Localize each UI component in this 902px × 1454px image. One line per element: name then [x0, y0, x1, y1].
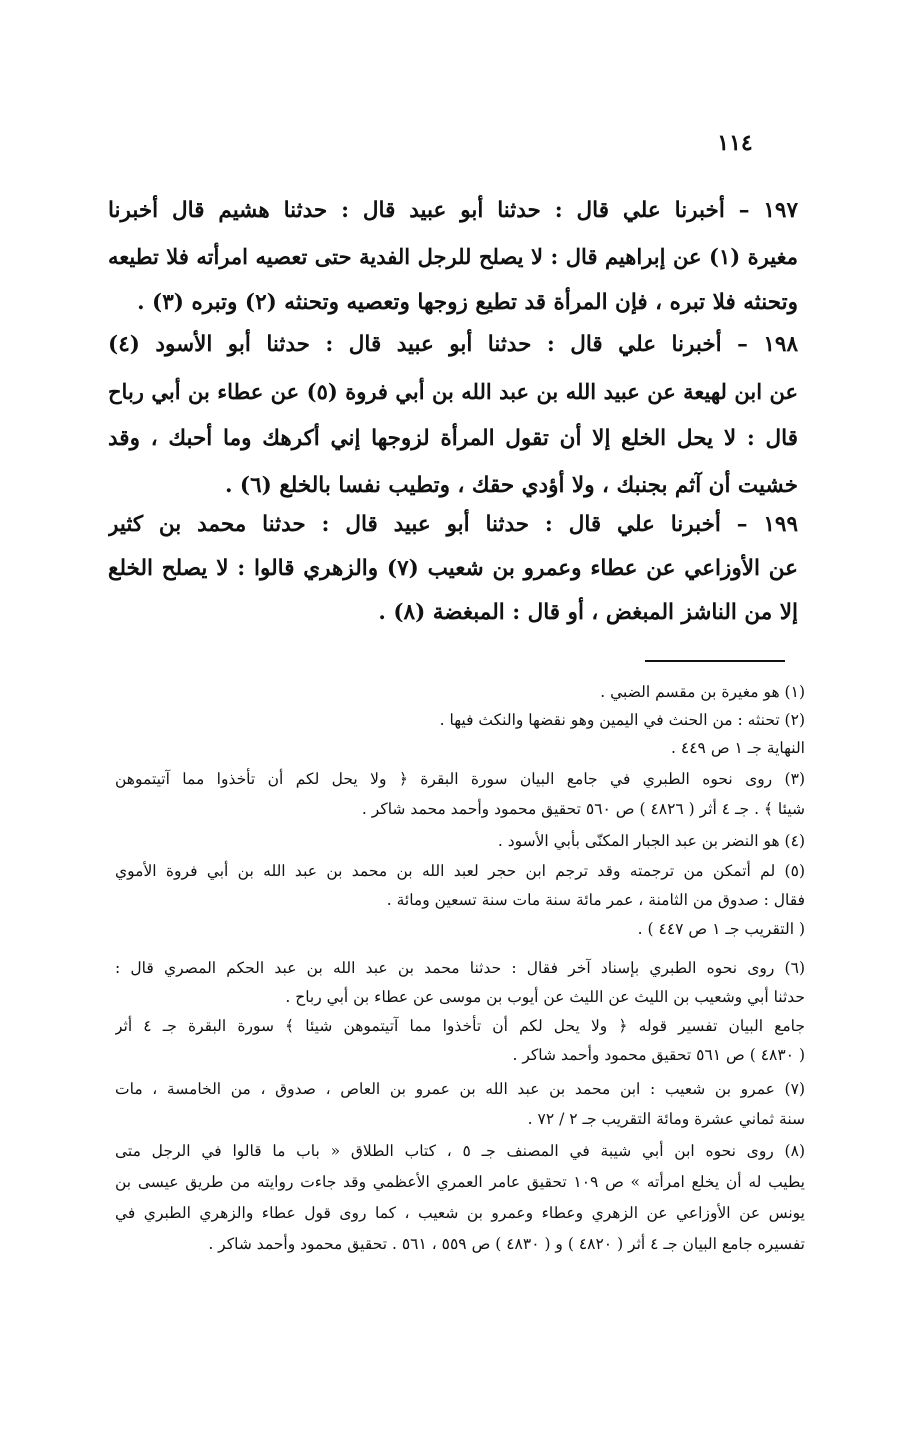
footnote-1 [115, 678, 805, 706]
footnote-line: (١) هو مغيرة بن مقسم الضبي . [600, 683, 805, 701]
footnote-line: (٣) روى نحوه الطبري في جامع البيان سورة البقرة ﴿ ولا يحل لكم أن تأخذوا مما آتيتموهن [115, 770, 805, 788]
footnote-2 [115, 706, 805, 762]
paragraph-line: ١٩٩ – أخبرنا علي قال : حدثنا أبو عبيد قال : حدثنا محمد بن كثير [108, 512, 798, 537]
footnote-line: (٨) روى نحوه ابن أبي شيبة في المصنف جـ ٥ ، كتاب الطلاق « باب ما قالوا في الرجل متى [115, 1142, 805, 1160]
footnote-line: (٦) روى نحوه الطبري بإسناد آخر فقال : حدثنا محمد بن عبد الله بن عبد الحكم المصري قال : [115, 959, 805, 977]
footnote-line: ( ٤٨٣٠ ) ص ٥٦١ تحقيق محمود وأحمد شاكر . [512, 1046, 805, 1064]
paragraph-197 [108, 188, 798, 326]
footnote-6 [115, 954, 805, 1070]
paragraph-line: قال : لا يحل الخلع إلا أن تقول المرأة لزوجها إني أكرهك وما أحبك ، وقد [108, 426, 798, 451]
footnote-separator [645, 660, 785, 662]
footnote-8 [115, 1136, 805, 1260]
footnote-7 [115, 1074, 805, 1134]
paragraph-line: عن الأوزاعي عن عطاء وعمرو بن شعيب (٧) والزهري قالوا : لا يصلح الخلع [108, 556, 798, 581]
footnote-line: جامع البيان تفسير قوله ﴿ ولا يحل لكم أن تأخذوا مما آتيتموهن شيئا ﴾ سورة البقرة جـ ٤ أثر [115, 1017, 805, 1035]
footnote-line: (٤) هو النضر بن عبد الجبار المكنّى بأبي الأسود . [497, 832, 805, 850]
paragraph-line: عن ابن لهيعة عن عبيد الله بن عبد الله بن أبي فروة (٥) عن عطاء بن أبي رباح [108, 379, 798, 404]
paragraph-line: مغيرة (١) عن إبراهيم قال : لا يصلح للرجل الفدية حتى تعصيه امرأته فلا تطيعه [108, 244, 798, 269]
paragraph-198 [108, 321, 798, 509]
footnote-line: فقال : صدوق من الثامنة ، عمر مائة سنة مات سنة تسعين ومائة . [386, 891, 805, 909]
paragraph-line: ١٩٧ – أخبرنا علي قال : حدثنا أبو عبيد قال : حدثنا هشيم قال أخبرنا [108, 198, 798, 223]
footnote-line: شيئا ﴾ . جـ ٤ أثر ( ٤٨٢٦ ) ص ٥٦٠ تحقيق محمود وأحمد محمد شاكر . [361, 800, 805, 818]
footnote-line: يطيب له أن يخلع امرأته » ص ١٠٩ تحقيق عامر العمري الأعظمي وقد جاءت روايته من طريق عيسى بن [115, 1173, 805, 1191]
footnote-line: حدثنا أبي وشعيب بن الليث عن الليث عن أيوب بن موسى عن عطاء بن أبي رباح . [285, 988, 805, 1006]
footnote-4 [115, 826, 805, 856]
footnote-line: (٢) تحنثه : من الحنث في اليمين وهو نقضها والنكث فيها . [439, 711, 805, 729]
footnote-5 [115, 857, 805, 944]
paragraph-line: إلا من الناشز المبغض ، أو قال : المبغضة (٨) . [378, 600, 798, 625]
footnote-line: تفسيره جامع البيان جـ ٤ أثر ( ٤٨٢٠ ) و ( ٤٨٣٠ ) ص ٥٥٩ ، ٥٦١ . تحقيق محمود وأحمد شاكر . [208, 1235, 805, 1253]
footnote-line: النهاية جـ ١ ص ٤٤٩ . [671, 739, 805, 757]
paragraph-line: خشيت أن آثم بجنبك ، ولا أؤدي حقك ، وتطيب نفسا بالخلع (٦) . [224, 473, 798, 498]
paragraph-199 [108, 503, 798, 635]
page-number: ١١٤ [717, 130, 753, 156]
footnote-line: يونس عن الأوزاعي عن الزهري وعطاء وعمرو بن شعيب ، كما روى قول عطاء والزهري الطبري في [115, 1204, 805, 1222]
footnote-line: (٧) عمرو بن شعيب : ابن محمد بن عبد الله بن عمرو بن العاص ، صدوق ، من الخامسة ، مات [115, 1080, 805, 1098]
footnote-line: ( التقريب جـ ١ ص ٤٤٧ ) . [637, 920, 805, 938]
paragraph-line: ١٩٨ – أخبرنا علي قال : حدثنا أبو عبيد قال : حدثنا أبو الأسود (٤) [108, 332, 798, 357]
footnote-line: سنة ثماني عشرة ومائة التقريب جـ ٢ / ٧٢ . [527, 1110, 805, 1128]
paragraph-line: وتحنثه فلا تبره ، فإن المرأة قد تطيع زوجها وتعصيه وتحنثه (٢) وتبره (٣) . [137, 290, 798, 315]
footnote-3 [115, 764, 805, 824]
footnote-line: (٥) لم أتمكن من ترجمته وقد ترجم ابن حجر لعبد الله بن محمد بن عبد الله بن أبي فروة الأموي [115, 862, 805, 880]
